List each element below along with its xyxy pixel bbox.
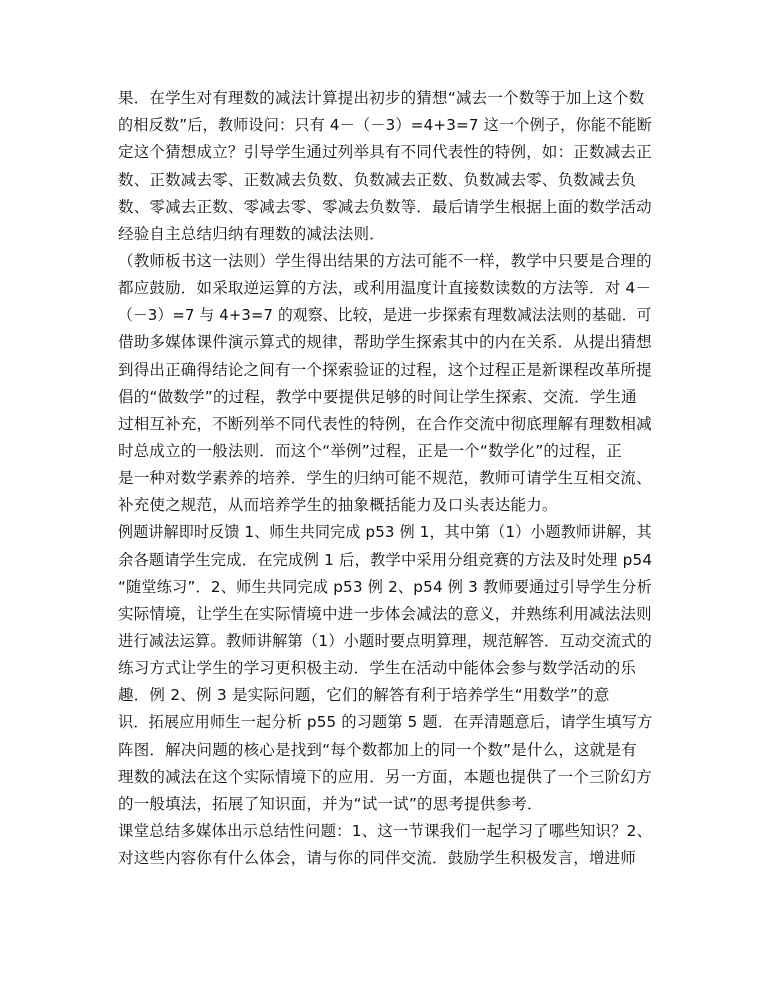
text-line: 阵图．解决问题的核心是找到“每个数都加上的同一个数”是什么，这就是有 — [118, 741, 637, 759]
text-line: 经验自主总结归纳有理数的减法法则． — [118, 225, 385, 243]
text-line: 补充使之规范，从而培养学生的抽象概括能力及口头表达能力。 — [118, 496, 558, 514]
text-line: 理数的减法在这个实际情境下的应用．另一方面，本题也提供了一个三阶幻方 — [118, 768, 652, 786]
text-line: 对这些内容你有什么体会，请与你的同伴交流．鼓励学生积极发言，增进师 — [118, 849, 637, 867]
text-line: 借助多媒体课件演示算式的规律，帮助学生探索其中的内在关系．从提出猜想 — [118, 333, 652, 351]
text-line: 都应鼓励．如采取逆运算的方法，或利用温度计直接数读数的方法等．对 4－ — [118, 279, 652, 297]
text-line: 过相互补充，不断列举不同代表性的特例，在合作交流中彻底理解有理数相减 — [118, 415, 652, 433]
text-line: 进行减法运算。教师讲解第（1）小题时要点明算理，规范解答．互动交流式的 — [118, 632, 652, 650]
text-line: 的相反数”后，教师设问：只有 4－（－3）=4+3=7 这一个例子，你能不能断 — [118, 116, 652, 134]
text-line: （教师板书这一法则）学生得出结果的方法可能不一样，教学中只要是合理的 — [118, 252, 652, 270]
text-line: 果．在学生对有理数的减法计算提出初步的猜想“减去一个数等于加上这个数 — [118, 89, 645, 107]
text-line: 是一种对数学素养的培养．学生的归纳可能不规范，教师可请学生互相交流、 — [118, 469, 652, 487]
text-line: 时总成立的一般法则．而这个“举例”过程，正是一个“数学化”的过程，正 — [118, 442, 622, 460]
text-line: 数、正数减去零、正数减去负数、负数减去正数、负数减去零、负数减去负 — [118, 171, 637, 189]
text-line: 数、零减去正数、零减去零、零减去负数等．最后请学生根据上面的数学活动 — [118, 198, 652, 216]
text-line: “随堂练习”．2、师生共同完成 p53 例 2、p54 例 3 教师要通过引导学生分析 — [118, 578, 652, 596]
text-line: 实际情境，让学生在实际情境中进一步体会减法的意义，并熟练利用减法法则 — [118, 605, 652, 623]
text-line: 定这个猜想成立？引导学生通过列举具有不同代表性的特例，如：正数减去正 — [118, 143, 652, 161]
text-line: 识．拓展应用师生一起分析 p55 的习题第 5 题．在弄清题意后，请学生填写方 — [118, 713, 653, 731]
text-line: 例题讲解即时反馈 1、师生共同完成 p53 例 1，其中第（1）小题教师讲解，其 — [118, 523, 652, 541]
text-line: 倡的“做数学”的过程，教学中要提供足够的时间让学生探索、交流．学生通 — [118, 388, 637, 406]
text-line: （－3）=7 与 4+3=7 的观察、比较，是进一步探索有理数减法法则的基础．可 — [118, 306, 652, 324]
text-line: 课堂总结多媒体出示总结性问题：1、这一节课我们一起学习了哪些知识？2、 — [118, 822, 653, 840]
text-line: 练习方式让学生的学习更积极主动．学生在活动中能体会参与数学活动的乐 — [118, 659, 637, 677]
text-line: 趣．例 2、例 3 是实际问题，它们的解答有利于培养学生“用数学”的意 — [118, 686, 610, 704]
text-line: 余各题请学生完成．在完成例 1 后，教学中采用分组竞赛的方法及时处理 p54 — [118, 551, 653, 569]
text-line: 的一般填法，拓展了知识面，并为“试一试”的思考提供参考． — [118, 795, 543, 813]
text-line: 到得出正确得结论之间有一个探索验证的过程，这个过程正是新课程改革所提 — [118, 361, 652, 379]
